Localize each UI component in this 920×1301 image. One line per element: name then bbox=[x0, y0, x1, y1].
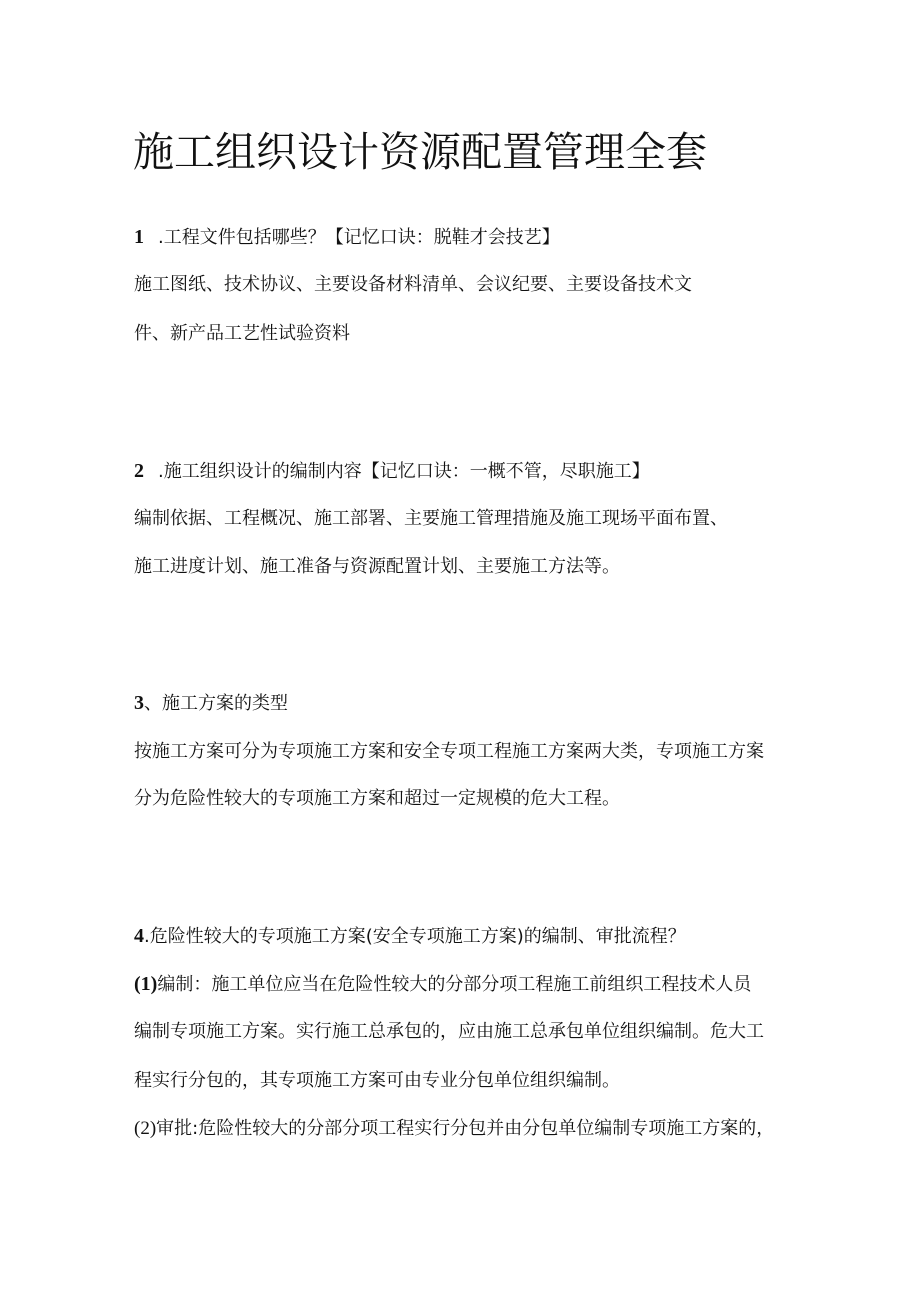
section-3-heading bbox=[134, 688, 288, 719]
section-2-heading bbox=[134, 456, 650, 487]
section-3-line-2: 分为危险性较大的专项施工方案和超过一定规模的危大工程。 bbox=[134, 788, 620, 809]
section-4-number: 4 bbox=[134, 925, 144, 947]
document-title: 施工组织设计资源配置管理全套 bbox=[133, 128, 707, 176]
section-4-line-2: 程实行分包的，其专项施工方案可由专业分包单位组织编制。 bbox=[134, 1070, 620, 1091]
section-4-sub-1-first-line bbox=[134, 969, 751, 1000]
section-2-heading-text: .施工组织设计的编制内容【记忆口诀：一概不管，尽职施工】 bbox=[158, 461, 650, 482]
section-1-number: 1 bbox=[134, 226, 144, 248]
section-1-line-2: 件、新产品工艺性试验资料 bbox=[134, 323, 350, 344]
section-1-heading bbox=[134, 222, 560, 253]
section-4-sub-2-first-line bbox=[134, 1114, 774, 1144]
section-3-heading-text: 、施工方案的类型 bbox=[144, 693, 288, 714]
section-4-sub-2-number: (2) bbox=[134, 1118, 157, 1139]
section-4-line-1: 编制专项施工方案。实行施工总承包的，应由施工总承包单位组织编制。危大工 bbox=[134, 1021, 764, 1042]
section-3-number: 3 bbox=[134, 692, 144, 714]
section-3-line-1: 按施工方案可分为专项施工方案和安全专项工程施工方案两大类，专项施工方案 bbox=[134, 741, 764, 762]
section-4-heading-text: .危险性较大的专项施工方案(安全专项施工方案)的编制、审批流程？ bbox=[144, 926, 686, 947]
section-4-sub-1-number: (1) bbox=[134, 973, 158, 995]
section-1-line-1: 施工图纸、技术协议、主要设备材料清单、会议纪要、主要设备技术文 bbox=[134, 274, 692, 295]
section-4-heading bbox=[134, 921, 686, 952]
section-2-line-2: 施工进度计划、施工准备与资源配置计划、主要施工方法等。 bbox=[134, 556, 620, 577]
section-1-heading-text: .工程文件包括哪些？【记忆口诀：脱鞋才会技艺】 bbox=[158, 227, 560, 248]
section-2-line-1: 编制依据、工程概况、施工部署、主要施工管理措施及施工现场平面布置、 bbox=[134, 508, 728, 529]
section-4-sub-2-text: 审批:危险性较大的分部分项工程实行分包并由分包单位编制专项施工方案的， bbox=[156, 1118, 775, 1139]
section-2-number: 2 bbox=[134, 460, 144, 482]
section-4-sub-1-text: 编制：施工单位应当在危险性较大的分部分项工程施工前组织工程技术人员 bbox=[157, 974, 752, 995]
